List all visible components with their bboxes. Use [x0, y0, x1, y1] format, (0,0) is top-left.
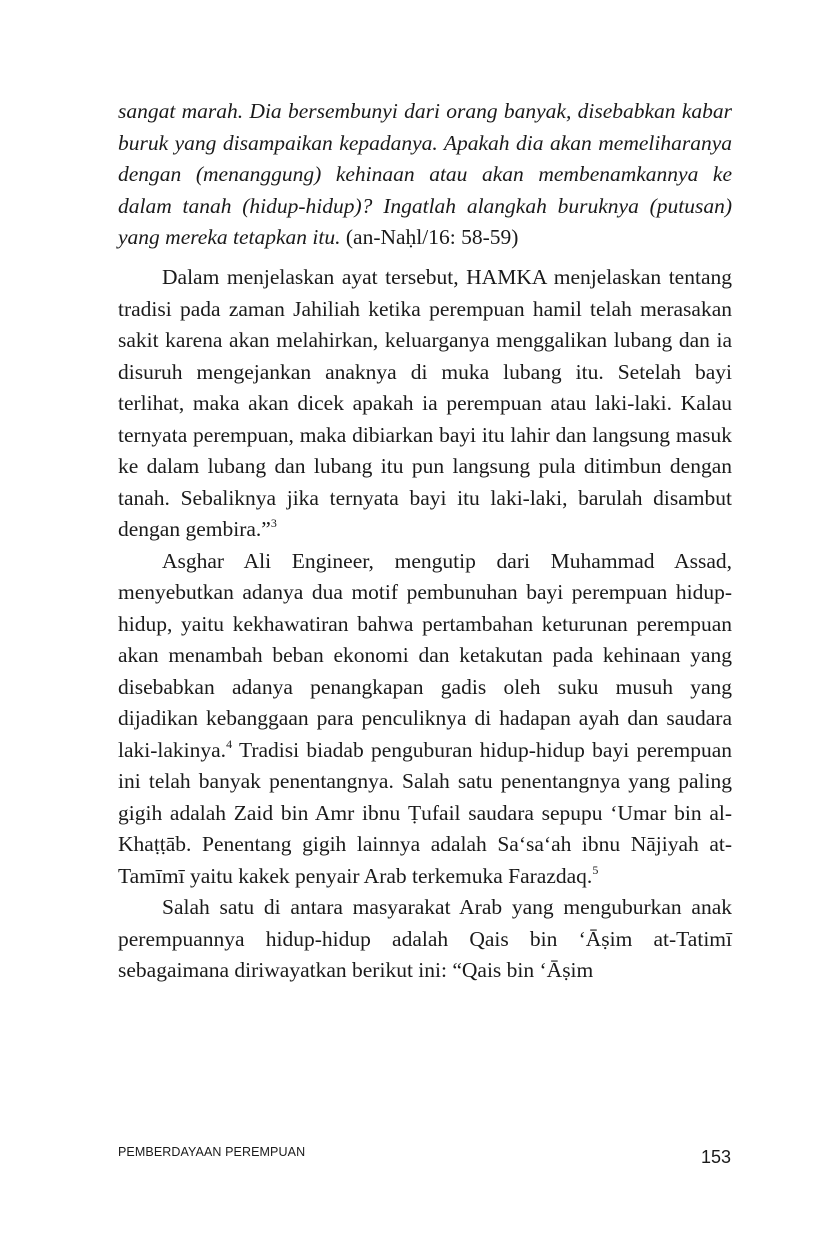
running-title: PEMBERDAYAAN PEREMPUAN: [118, 1145, 306, 1159]
body-text: [118, 262, 732, 987]
paragraph-qais-text: Salah satu di antara masyarakat Arab yang menguburkan anak perempuannya hidup-hidup adalah Qais bin ‘Āṣim at-Tatimī sebagaimana diriwayatkan berikut ini: “Qais bin ‘Āṣim: [118, 895, 732, 982]
paragraph-asghar-text-after: Tradisi biadab penguburan hidup-hidup bayi perempuan ini telah banyak penentangnya. Salah satu penentangnya yang paling gigih adalah Zaid bin Amr ibnu Ṭufail saudara sepupu ‘Umar bin al-Khaṭṭāb. Penentang gigih lainnya adalah Sa‘sa‘ah ibnu Nājiyah at-Tamīmī yaitu kakek penyair Arab terkemuka Farazdaq.: [118, 737, 732, 888]
paragraph-hamka: [118, 262, 732, 546]
quoted-verse-text: sangat marah. Dia bersembunyi dari orang banyak, disebabkan kabar buruk yang disampaikan kepadanya. Apakah dia akan memeliharanya dengan (menanggung) kehinaan atau akan membenamkannya ke dalam tanah (hidup-hidup)? Ingatlah alangkah buruknya (putusan) yang mereka tetapkan itu.: [118, 99, 732, 249]
page-number: 153: [700, 1147, 731, 1167]
paragraph-asghar-text-before: Asghar Ali Engineer, mengutip dari Muhammad Assad, menyebutkan adanya dua motif pembunuhan bayi perempuan hidup-hidup, yaitu kekhawatiran bahwa pertambahan keturunan perempuan akan menambah beban ekonomi dan ketakutan pada kehinaan yang disebabkan adanya penangkapan gadis oleh suku musuh yang dijadikan kebanggaan para penculiknya di hadapan ayah dan saudara laki-lakinya.: [118, 548, 732, 762]
footnote-ref-5: 5: [592, 862, 599, 877]
verse-reference: (an-Naḥl/16: 58-59): [340, 225, 519, 249]
paragraph-hamka-text: Dalam menjelaskan ayat tersebut, HAMKA menjelaskan tentang tradisi pada zaman Jahiliah ketika perempuan hamil telah merasakan sakit karena akan melahirkan, keluarganya menggalikan lubang dan ia disuruh mengejankan anaknya di muka lubang itu. Setelah bayi terlihat, maka akan dicek apakah ia perempuan atau laki-laki. Kalau ternyata perempuan, maka dibiarkan bayi itu lahir dan langsung masuk ke dalam lubang dan lubang itu pun langsung pula ditimbun dengan tanah. Sebaliknya jika ternyata bayi itu laki-laki, barulah disambut dengan gembira.”: [118, 265, 732, 541]
quoted-verse: [118, 96, 732, 254]
footnote-ref-4: 4: [226, 736, 233, 751]
paragraph-qais: [118, 892, 732, 987]
paragraph-asghar: [118, 546, 732, 893]
footnote-ref-3: 3: [270, 516, 277, 530]
